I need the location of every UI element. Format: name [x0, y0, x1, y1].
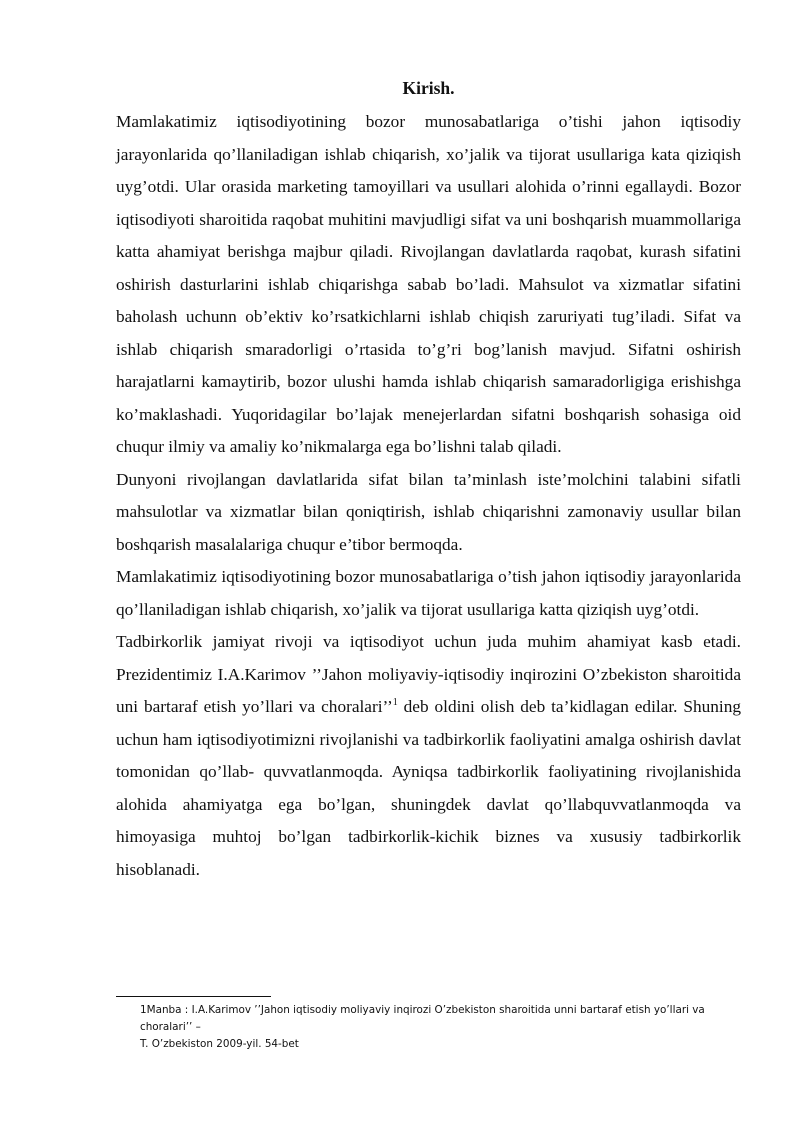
- section-title: Kirish.: [402, 78, 455, 98]
- document-body: [116, 72, 741, 886]
- footnote-line-2: T. O’zbekiston 2009-yil. 54-bet: [140, 1038, 299, 1050]
- paragraph-1: Mamlakatimiz iqtisodiyotining bozor munosabatlariga o’tishi jahon iqtisodiy jarayonlarida qo’llaniladigan ishlab chiqarish, xo’jalik va tijorat usullariga kata qiziqish uyg’otdi. Ular orasida marketing tamoyillari va usullari alohida o’rinni egallaydi. Bozor iqtisodiyoti sharoitida raqobat muhitini mavjudligi sifat va uni boshqarish muammollariga katta ahamiyat berishga majbur qiladi. Rivojlangan davlatlarda raqobat, kurash sifatini oshirish dasturlarini ishlab chiqarishga sabab bo’ladi. Mahsulot va xizmatlar sifatini baholash uchunn ob’ektiv ko’rsatkichlarni ishlab chiqish zaruriyati tug’iladi. Sifat va ishlab chiqarish smaradorligi o’rtasida to’g’ri bog’lanish mavjud. Sifatni oshirish harajatlarni kamaytirib, bozor ulushi hamda ishlab chiqarish samaradorligiga erishishga ko’maklashadi. Yuqoridagilar bo’lajak menejerlardan sifatni boshqarish sohasiga oid chuqur ilmiy va amaliy ko’nikmalarga ega bo’lishni talab qiladi.: [116, 112, 741, 456]
- paragraph-4-part-1: Tadbirkorlik jamiyat rivoji va iqtisodiyot uchun juda muhim ahamiyat kasb etadi. Prezidentimiz I.A.Karimov ’’Jahon moliyaviy-iqtisodiy inqirozini O’zbekiston sharoitida uni bartaraf etish yo’llari va choralari’’: [116, 632, 741, 716]
- paragraph-3: Mamlakatimiz iqtisodiyotining bozor munosabatlariga o’tish jahon iqtisodiy jarayonlarida qo’llaniladigan ishlab chiqarish, xo’jalik va tijorat usullariga katta qiziqish uyg’otdi.: [116, 567, 741, 619]
- footnote-line-1: 1Manba : I.A.Karimov ’’Jahon iqtisodiy moliyaviy inqirozi O’zbekiston sharoitida unni bartaraf etish yo’llari va choralari’’ –: [140, 1004, 705, 1033]
- paragraph-4-part-2: deb oldini olish deb ta’kidlagan edilar. Shuning uchun ham iqtisodiyotimizni rivojlanishi va tadbirkorlik faoliyatini amalga oshirish davlat tomonidan qo’llab- quvvatlanmoqda. Ayniqsa tadbirkorlik faoliyatining rivojlanishida alohida ahamiyatga ega bo’lgan, shuningdek davlat qo’llabquvvatlanmoqda va himoyasiga muhtoj bo’lgan tadbirkorlik-kichik biznes va xususiy tadbirkorlik hisoblanadi.: [116, 697, 741, 879]
- footnote-reference[interactable]: 1: [392, 697, 398, 708]
- paragraph-4: [116, 626, 741, 886]
- footnote: [140, 1002, 740, 1053]
- footnote-separator: [116, 996, 271, 997]
- paragraph-2: Dunyoni rivojlangan davlatlarida sifat bilan ta’minlash iste’molchini talabini sifatli mahsulotlar va xizmatlar bilan qoniqtirish, ishlab chiqarishni zamonaviy usullar bilan boshqarish masalalariga chuqur e’tibor bermoqda.: [116, 469, 741, 554]
